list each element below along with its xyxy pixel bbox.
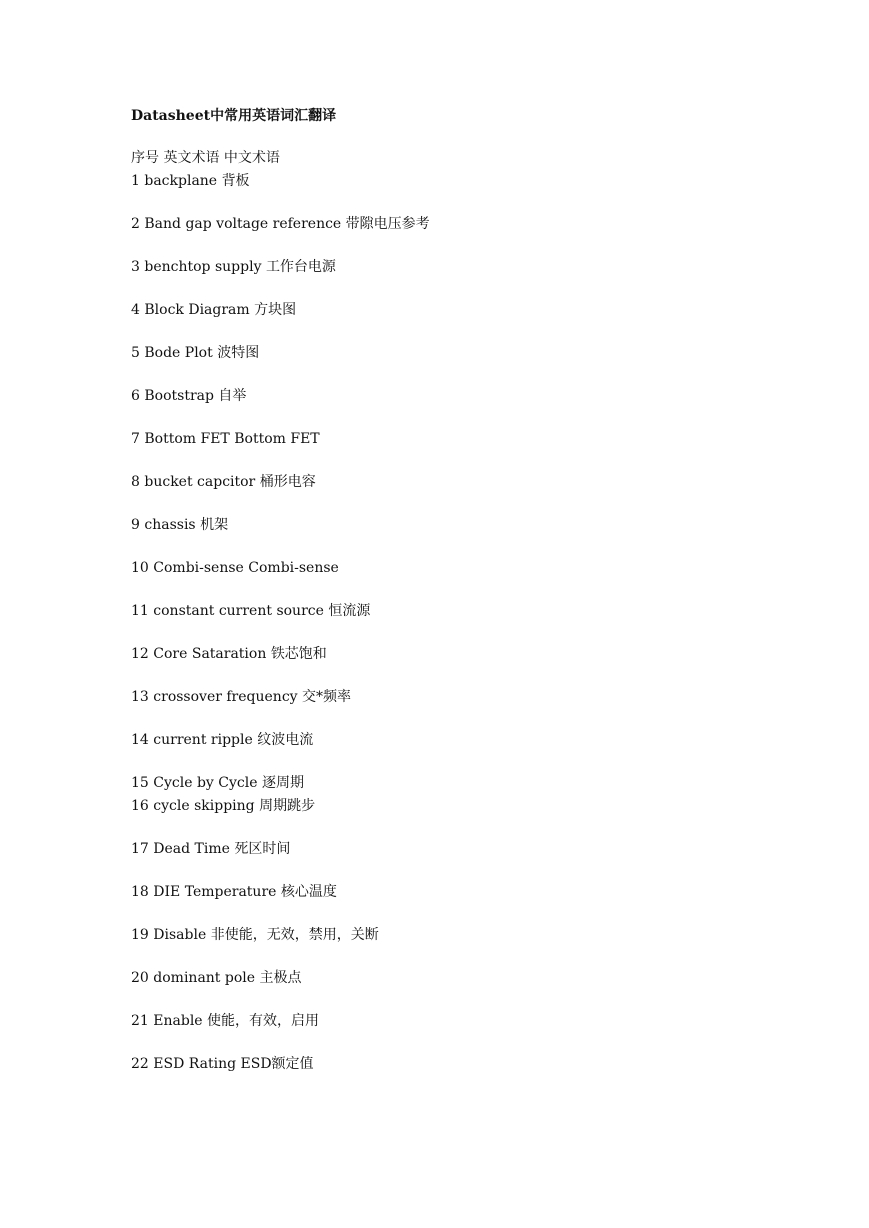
- term-chinese: 周期跳步: [259, 798, 316, 814]
- term-chinese: 波特图: [217, 345, 260, 361]
- term-row: [131, 472, 831, 492]
- term-english: bucket capcitor: [144, 474, 256, 490]
- term-chinese: 核心温度: [280, 884, 337, 900]
- term-number: 7: [131, 431, 140, 447]
- term-number: 14: [131, 732, 149, 748]
- term-chinese: 恒流源: [328, 603, 371, 619]
- term-number: 21: [131, 1013, 149, 1029]
- term-number: 5: [131, 345, 140, 361]
- term-row: [131, 796, 831, 816]
- term-english: Bottom FET: [144, 431, 230, 447]
- term-chinese: 死区时间: [234, 841, 291, 857]
- term-number: 9: [131, 517, 140, 533]
- term-row: [131, 644, 831, 664]
- term-chinese: ESD额定值: [240, 1056, 314, 1072]
- term-english: current ripple: [153, 732, 253, 748]
- term-english: Bootstrap: [144, 388, 214, 404]
- term-row: [131, 515, 831, 535]
- term-row: [131, 773, 831, 793]
- term-row: [131, 386, 831, 406]
- term-row: [131, 968, 831, 988]
- term-number: 4: [131, 302, 140, 318]
- term-number: 20: [131, 970, 149, 986]
- term-english: Dead Time: [153, 841, 230, 857]
- term-row: [131, 343, 831, 363]
- term-english: Disable: [153, 927, 207, 943]
- term-number: 1: [131, 173, 140, 189]
- term-number: 16: [131, 798, 149, 814]
- term-number: 10: [131, 560, 149, 576]
- term-row: [131, 300, 831, 320]
- term-chinese: Bottom FET: [234, 431, 320, 447]
- term-english: Bode Plot: [144, 345, 213, 361]
- term-row: [131, 558, 831, 578]
- term-chinese: 自举: [218, 388, 247, 404]
- term-number: 18: [131, 884, 149, 900]
- term-english: Band gap voltage reference: [144, 216, 342, 232]
- term-number: 12: [131, 646, 149, 662]
- term-english: Block Diagram: [144, 302, 250, 318]
- term-row: [131, 1011, 831, 1031]
- term-chinese: Combi-sense: [248, 560, 339, 576]
- term-english: DIE Temperature: [153, 884, 277, 900]
- term-chinese: 机架: [200, 517, 229, 533]
- term-english: cycle skipping: [153, 798, 255, 814]
- term-row: [131, 214, 831, 234]
- term-english: chassis: [144, 517, 196, 533]
- term-number: 15: [131, 775, 149, 791]
- term-chinese: 背板: [221, 173, 250, 189]
- term-english: ESD Rating: [153, 1056, 237, 1072]
- term-row: [131, 601, 831, 621]
- term-number: 22: [131, 1056, 149, 1072]
- term-number: 13: [131, 689, 149, 705]
- term-row: [131, 429, 831, 449]
- term-number: 17: [131, 841, 149, 857]
- term-chinese: 工作台电源: [265, 259, 336, 275]
- term-chinese: 主极点: [259, 970, 302, 986]
- term-chinese: 带隙电压参考: [345, 216, 430, 232]
- term-chinese: 铁芯饱和: [270, 646, 327, 662]
- term-row: [131, 882, 831, 902]
- document-page: [131, 106, 831, 1074]
- term-number: 3: [131, 259, 140, 275]
- term-english: backplane: [144, 173, 218, 189]
- term-english: Enable: [153, 1013, 203, 1029]
- term-row: [131, 730, 831, 750]
- term-row: [131, 687, 831, 707]
- term-chinese: 使能，有效，启用: [207, 1013, 320, 1029]
- term-chinese: 非使能，无效，禁用，关断: [210, 927, 379, 943]
- term-english: crossover frequency: [153, 689, 298, 705]
- term-english: Combi-sense: [153, 560, 244, 576]
- term-chinese: 纹波电流: [257, 732, 314, 748]
- term-english: dominant pole: [153, 970, 256, 986]
- term-chinese: 方块图: [254, 302, 297, 318]
- term-number: 8: [131, 474, 140, 490]
- term-number: 11: [131, 603, 149, 619]
- term-row: [131, 925, 831, 945]
- document-title: Datasheet中常用英语词汇翻译: [131, 108, 337, 124]
- term-chinese: 桶形电容: [259, 474, 316, 490]
- term-row: [131, 257, 831, 277]
- term-row: [131, 1054, 831, 1074]
- term-chinese: 交*频率: [302, 689, 352, 705]
- term-chinese: 逐周期: [261, 775, 304, 791]
- term-number: 6: [131, 388, 140, 404]
- term-english: Core Sataration: [153, 646, 267, 662]
- term-english: benchtop supply: [144, 259, 262, 275]
- term-english: constant current source: [153, 603, 324, 619]
- term-list: [131, 171, 831, 1074]
- term-english: Cycle by Cycle: [153, 775, 258, 791]
- term-number: 19: [131, 927, 149, 943]
- term-number: 2: [131, 216, 140, 232]
- term-row: [131, 839, 831, 859]
- column-header: 序号 英文术语 中文术语: [131, 150, 280, 166]
- term-row: [131, 171, 831, 191]
